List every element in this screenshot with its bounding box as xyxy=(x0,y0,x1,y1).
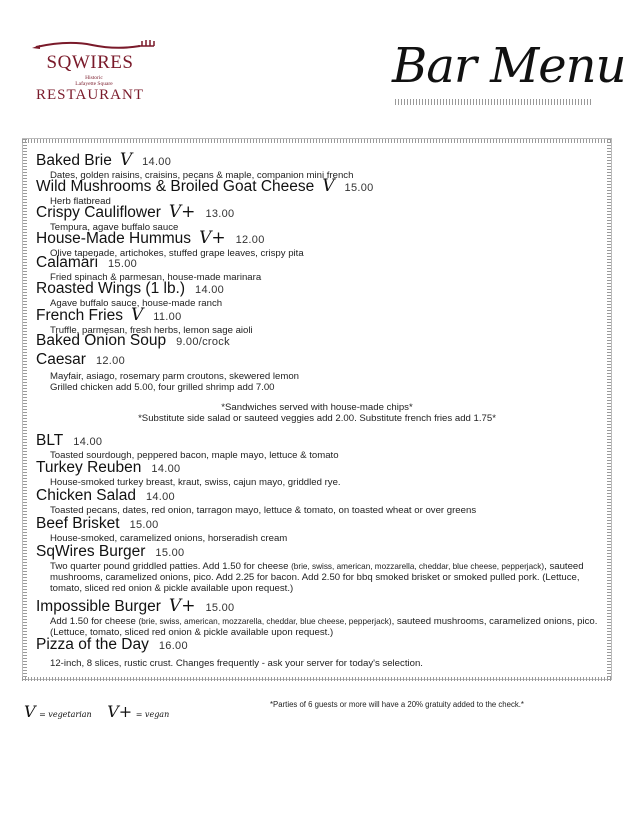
menu-item xyxy=(36,332,602,350)
menu-item xyxy=(36,543,602,594)
vegetarian-icon: V xyxy=(131,305,144,325)
cheese-options: (brie, swiss, american, mozzarella, cheddar, blue cheese, pepperjack) xyxy=(138,617,392,626)
logo-name: SQWIRES xyxy=(46,52,134,73)
item-price: 15.00 xyxy=(344,182,374,194)
sandwich-note: *Sandwiches served with house-made chips* xyxy=(221,402,413,413)
menu-item xyxy=(36,515,602,544)
item-name: Turkey Reuben xyxy=(36,459,142,476)
dietary-legend xyxy=(24,702,181,721)
item-name: Crispy Cauliflower xyxy=(36,204,161,221)
item-price: 15.00 xyxy=(155,547,185,559)
item-name: Pizza of the Day xyxy=(36,636,149,653)
vegan-icon: V+ xyxy=(168,596,196,616)
item-description: House-smoked, caramelized onions, horseradish cream xyxy=(50,533,288,544)
item-name: BLT xyxy=(36,432,64,449)
logo-subtitle xyxy=(62,75,126,87)
item-price: 12.00 xyxy=(95,355,125,367)
gratuity-note: *Parties of 6 guests or more will have a 20% gratuity added to the check.* xyxy=(270,700,524,709)
menu-item xyxy=(36,636,602,669)
item-price: 15.00 xyxy=(108,258,138,270)
item-description xyxy=(36,561,602,594)
item-price: 14.00 xyxy=(195,284,225,296)
vegetarian-label: = vegetarian xyxy=(39,710,92,719)
vegetarian-icon: V xyxy=(322,176,335,196)
item-description-text: Add 1.50 for cheese xyxy=(50,616,139,627)
cheese-options: (brie, swiss, american, mozzarella, cheddar, blue cheese, pepperjack) xyxy=(291,562,545,571)
item-price: 9.00/crock xyxy=(176,336,230,348)
menu-item xyxy=(36,351,602,393)
item-price: 14.00 xyxy=(142,156,172,168)
item-name: Baked Onion Soup xyxy=(36,332,167,349)
item-description: Truffle, parmesan, fresh herbs, lemon sage aioli xyxy=(50,325,253,336)
menu-item xyxy=(36,487,602,516)
item-description: Dates, golden raisins, craisins, pecans & maple, companion mini french xyxy=(50,170,354,181)
item-description: Toasted sourdough, peppered bacon, maple mayo, lettuce & tomato xyxy=(50,450,339,461)
restaurant-logo xyxy=(28,38,158,106)
vegetarian-icon: V xyxy=(24,702,36,721)
title-underline xyxy=(395,99,593,105)
item-description-text: Two quarter pound griddled patties. Add 1.50 for cheese xyxy=(50,561,292,572)
item-price: 14.00 xyxy=(73,436,103,448)
logo-subtitle-line: Lafayette Square xyxy=(75,81,113,87)
item-price: 14.00 xyxy=(151,463,181,475)
item-description: Mayfair, asiago, rosemary parm croutons, skewered lemon xyxy=(50,371,300,382)
item-name: Beef Brisket xyxy=(36,515,120,532)
item-description: Herb flatbread xyxy=(50,196,111,207)
item-description: Grilled chicken add 5.00, four grilled shrimp add 7.00 xyxy=(50,382,275,393)
item-description: Olive tapenade, artichokes, stuffed grape leaves, crispy pita xyxy=(50,248,304,259)
item-price: 15.00 xyxy=(129,519,159,531)
item-description-text: , sauteed mushrooms, caramelized onions, pico. Add 2.25 for bacon. Add 2.50 for bbq smoked brisket or smoked pulled pork. (Lettuce, tomato, sliced red onion & pickle available upon request.) xyxy=(50,561,584,594)
item-name: French Fries xyxy=(36,307,123,324)
vegan-icon: V+ xyxy=(168,202,196,222)
item-description: Agave buffalo sauce, house-made ranch xyxy=(50,298,223,309)
item-price: 12.00 xyxy=(235,234,265,246)
logo-subtitle-line: Historic xyxy=(85,75,103,81)
item-name: SqWires Burger xyxy=(36,543,146,560)
logo-restaurant: RESTAURANT xyxy=(36,87,144,103)
item-name: Caesar xyxy=(36,351,86,368)
item-name: Wild Mushrooms & Broiled Goat Cheese xyxy=(36,178,315,195)
menu-item xyxy=(36,432,602,461)
item-price: 14.00 xyxy=(145,491,175,503)
item-description: Fried spinach & parmesan, house-made marinara xyxy=(50,272,262,283)
item-name: Chicken Salad xyxy=(36,487,136,504)
item-price: 13.00 xyxy=(205,208,235,220)
menu-item xyxy=(36,254,602,283)
item-name: Roasted Wings (1 lb.) xyxy=(36,280,186,297)
vegan-icon: V+ xyxy=(199,228,226,248)
item-price: 15.00 xyxy=(205,602,235,614)
substitution-note: *Substitute side salad or sauteed veggies add 2.00. Substitute french fries add 1.75* xyxy=(138,413,496,424)
vegan-icon: V+ xyxy=(107,702,133,721)
frame-border-top xyxy=(22,139,612,143)
page-title: Bar Menu xyxy=(392,38,626,94)
menu-item xyxy=(36,596,602,638)
menu-item xyxy=(36,459,602,488)
item-name: Baked Brie xyxy=(36,152,112,169)
item-description: Tempura, agave buffalo sauce xyxy=(50,222,179,233)
item-name: Impossible Burger xyxy=(36,598,161,615)
vegan-label: = vegan xyxy=(135,710,170,719)
item-name: House-Made Hummus xyxy=(36,230,192,247)
item-price: 16.00 xyxy=(158,640,188,652)
item-price: 11.00 xyxy=(153,311,182,323)
frame-border-bottom xyxy=(22,677,612,681)
item-description: 12-inch, 8 slices, rustic crust. Changes frequently - ask your server for today's selection. xyxy=(50,658,423,669)
item-description: Toasted pecans, dates, red onion, tarragon mayo, lettuce & tomato, on toasted wheat or over greens xyxy=(50,505,477,516)
item-description: House-smoked turkey breast, kraut, swiss, cajun mayo, griddled rye. xyxy=(50,477,341,488)
item-description xyxy=(36,616,602,638)
item-description-text: , sauteed mushrooms, caramelized onions, pico. (Lettuce, tomato, sliced red onion & pickle available upon request.) xyxy=(50,616,598,638)
vegetarian-icon: V xyxy=(119,150,133,170)
item-name: Calamari xyxy=(36,254,99,271)
